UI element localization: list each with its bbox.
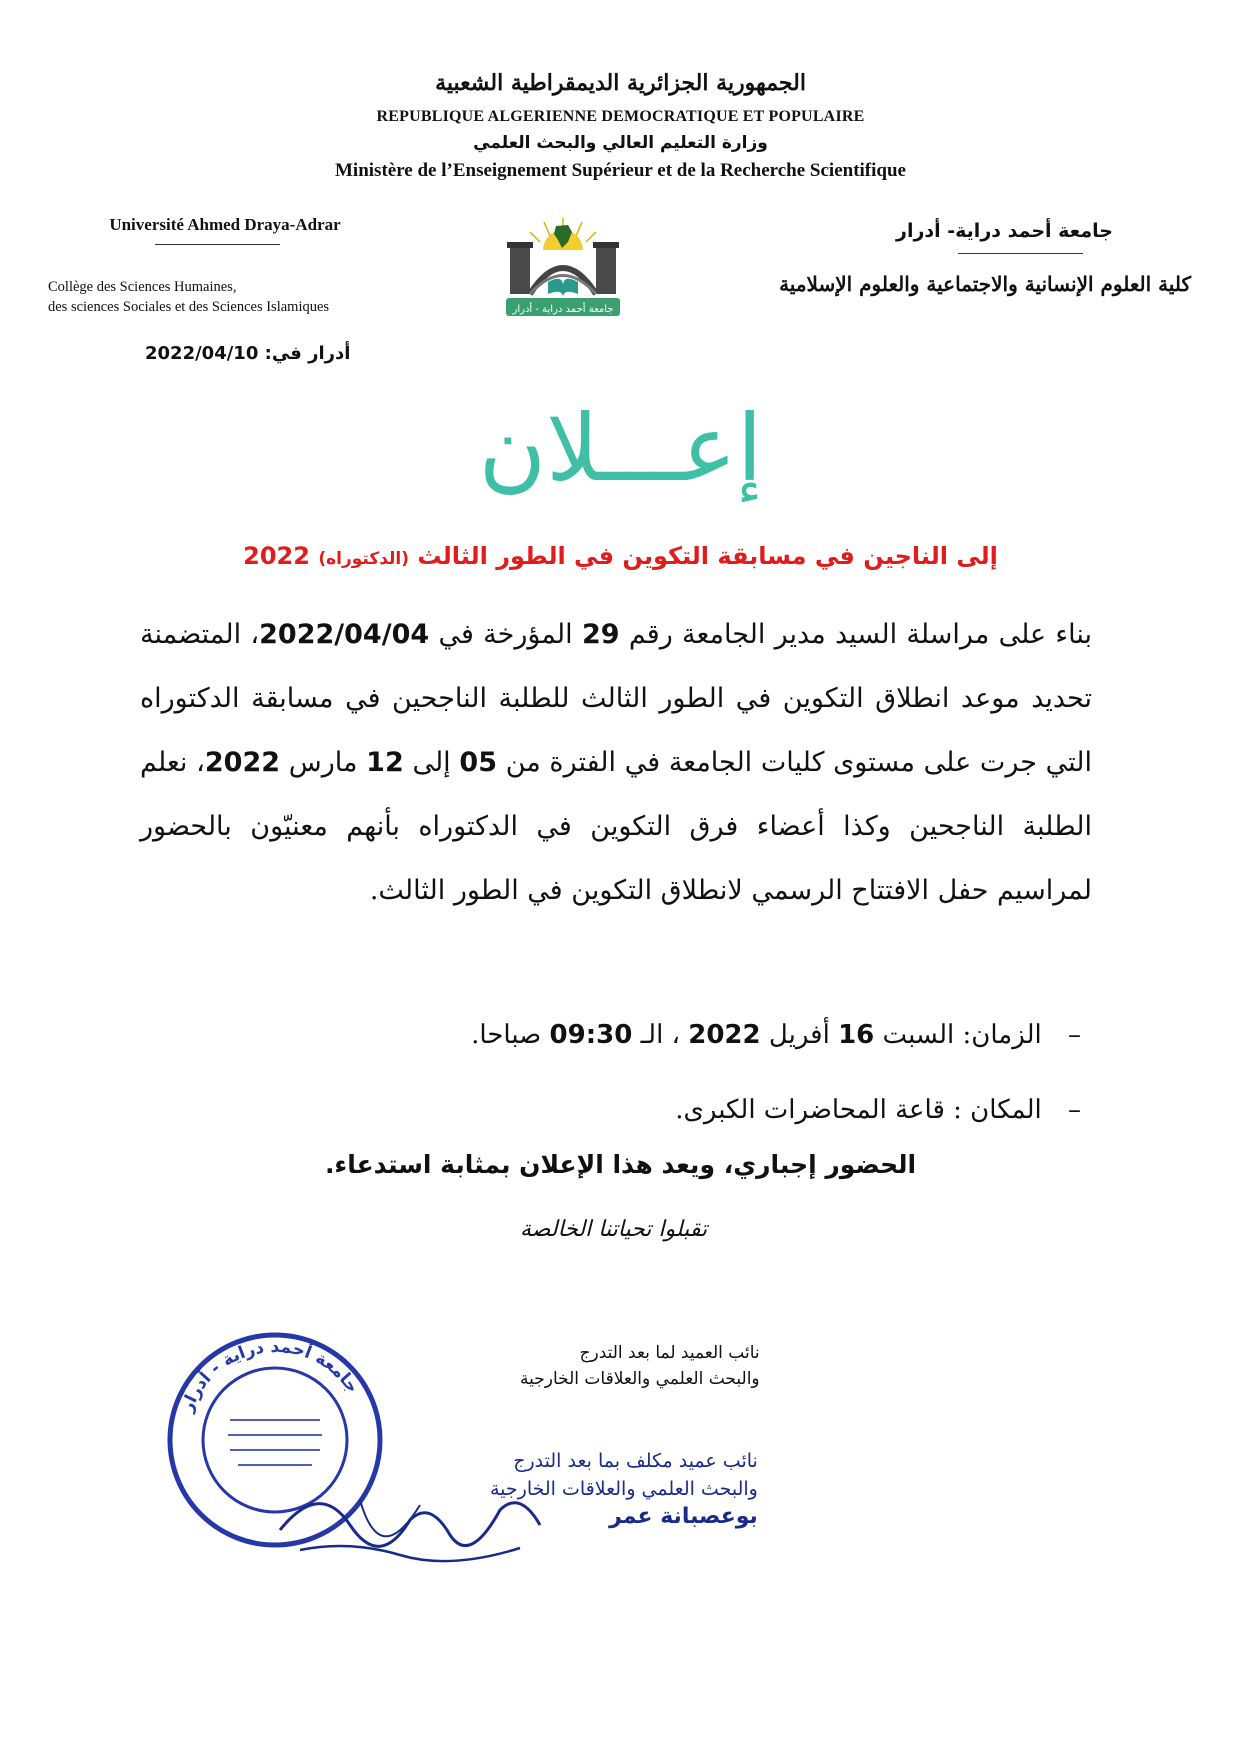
time-label: الزمان: السبت — [882, 1020, 1042, 1050]
college-name-fr-line2: des sciences Sociales et des Sciences Islamiques — [48, 299, 330, 315]
body-date: 2022/04/04 — [259, 619, 430, 650]
body-number: 2022 — [204, 747, 281, 778]
time-year: 2022 — [688, 1020, 761, 1050]
subtitle-year: 2022 — [243, 542, 310, 570]
ministry-title-ar: وزارة التعليم العالي والبحث العلمي — [473, 133, 768, 153]
body-number: 05 — [459, 747, 497, 778]
body-part: بناء على مراسلة السيد مدير الجامعة رقم — [628, 619, 1092, 650]
ministry-title-fr: Ministère de l’Enseignement Supérieur et de la Recherche Scientifique — [335, 160, 906, 181]
university-name-fr: Université Ahmed Draya-Adrar — [109, 215, 341, 234]
time-sep: ، الـ — [640, 1020, 680, 1050]
left-tower-icon — [510, 246, 530, 294]
college-name-fr — [48, 277, 448, 317]
body-part: مارس — [288, 747, 358, 778]
body-part: ، نعلم الطلبة الناجحين وكذا أعضاء فرق التكوين في الدكتوراه بأنهم معنيّون بالحضور لمراسيم حفل الافتتاح الرسمي لانطلاق التكوين في الطور الثالث. — [140, 747, 1092, 906]
date-prefix: أدرار في: — [264, 343, 351, 364]
time-period: صباحا. — [471, 1020, 542, 1050]
logo-caption: جامعة أحمد دراية - أدرار — [512, 304, 614, 315]
signature-scribble-icon — [260, 1470, 560, 1590]
signatory-name: بوعصبانة عمر — [609, 1504, 758, 1529]
place-detail — [675, 1095, 1081, 1125]
right-tower-icon — [596, 246, 616, 294]
seal-ring-text: جامعة أحمد دراية - أدرار — [177, 1336, 363, 1415]
announcement-heading: إعـــلان — [478, 395, 763, 502]
body-part: ، المتضمنة تحديد موعد انطلاق التكوين في الطور الثالث للطلبة الناجحين في مسابقة الدكتوراه التي جرت على مستوى كليات الجامعة في الفترة من — [140, 619, 1093, 778]
stamp-line1: نائب عميد مكلف بما بعد التدرج — [513, 1450, 758, 1472]
college-name-fr-line1: Collège des Sciences Humaines, — [48, 279, 237, 295]
closing-greeting: تقبلوا تحياتنا الخالصة — [520, 1217, 708, 1242]
college-name-ar: كلية العلوم الإنسانية والاجتماعية والعلوم الإسلامية — [779, 272, 1191, 296]
mandatory-notice: الحضور إجباري، ويعد هذا الإعلان بمثابة استدعاء. — [324, 1150, 917, 1179]
divider — [958, 253, 1083, 254]
document-date — [145, 343, 350, 364]
country-title-ar: الجمهورية الجزائرية الديمقراطية الشعبية — [435, 70, 806, 96]
handwritten-signature — [260, 1470, 560, 1590]
university-logo-icon — [488, 212, 638, 322]
time-hour: 09:30 — [549, 1020, 633, 1050]
date-value: 2022/04/10 — [145, 343, 259, 364]
signatory-title-line1: نائب العميد لما بعد التدرج — [579, 1343, 760, 1363]
bullet-dash: – — [1068, 1095, 1081, 1125]
time-day: 16 — [838, 1020, 875, 1050]
university-name-ar: جامعة أحمد دراية- أدرار — [896, 220, 1113, 242]
signatory-title-line2: والبحث العلمي والعلاقات الخارجية — [520, 1369, 760, 1389]
body-number: 12 — [366, 747, 404, 778]
announcement-body — [140, 603, 1092, 923]
divider — [155, 244, 280, 245]
subtitle-paren: (الدكتوراه) — [318, 549, 410, 569]
time-detail — [471, 1020, 1081, 1050]
bullet-dash: – — [1068, 1020, 1081, 1050]
signatory-title — [520, 1340, 760, 1392]
time-month: أفريل — [768, 1020, 830, 1050]
university-logo — [488, 212, 638, 322]
body-number: 29 — [581, 619, 620, 650]
subtitle-main: إلى الناجين في مسابقة التكوين في الطور الثالث — [417, 542, 998, 570]
body-part: إلى — [412, 747, 451, 778]
svg-text:جامعة أحمد دراية - أدرار — [177, 1337, 363, 1416]
book-icon — [548, 279, 578, 298]
place-label: المكان : قاعة المحاضرات الكبرى. — [675, 1095, 1042, 1125]
announcement-subtitle — [0, 542, 1241, 570]
stamp-line2: والبحث العلمي والعلاقات الخارجية — [490, 1478, 758, 1500]
country-title-fr: REPUBLIQUE ALGERIENNE DEMOCRATIQUE ET POPULAIRE — [376, 108, 865, 125]
body-part: المؤرخة في — [438, 619, 573, 650]
